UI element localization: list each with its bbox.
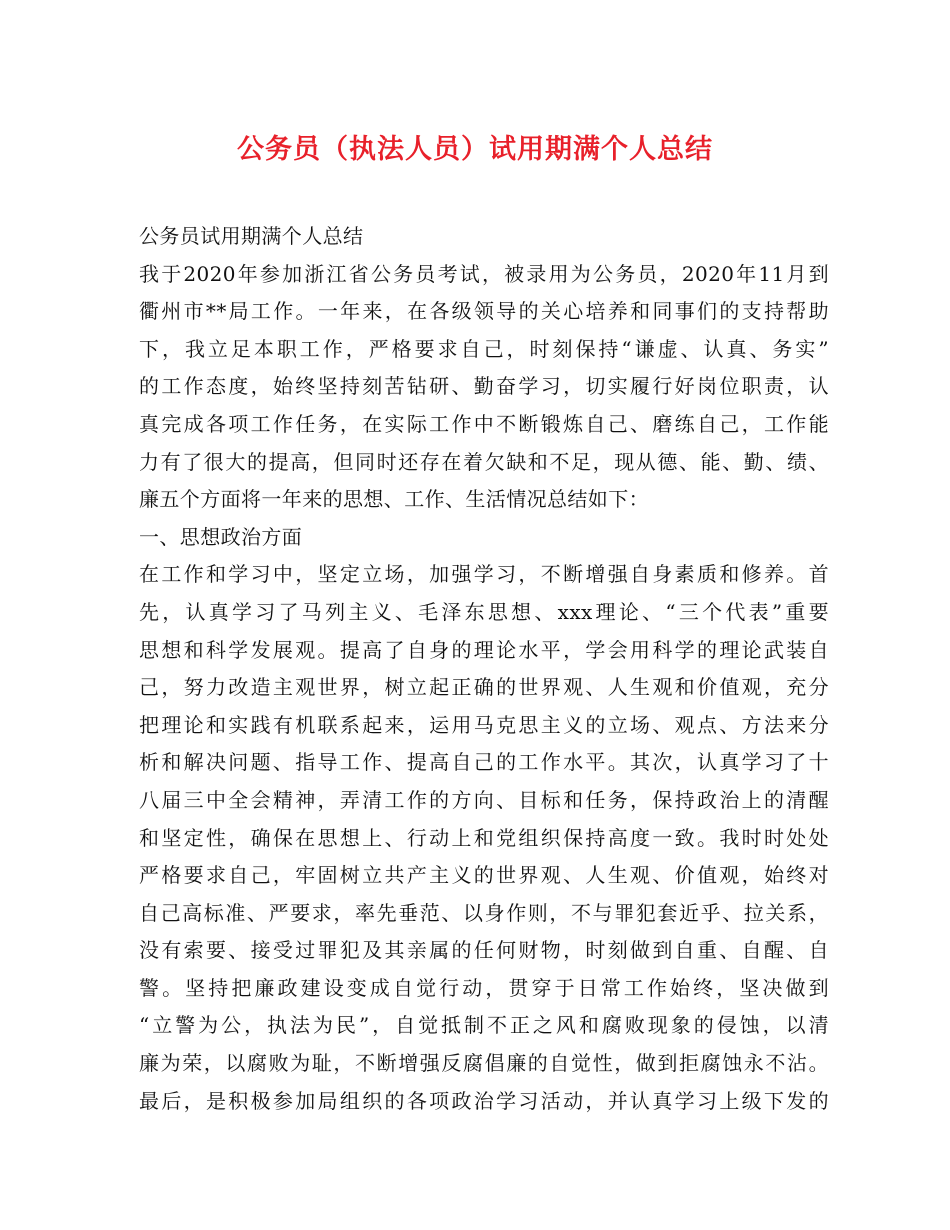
paragraph-line: 真完成各项工作任务，在实际工作中不断锻炼自己、磨练自己，工作能 <box>139 411 829 436</box>
paragraph-line: 严格要求自己，牢固树立共产主义的世界观、人生观、价值观，始终对 <box>139 863 829 888</box>
paragraph-line: 先，认真学习了马列主义、毛泽东思想、xxx理论、“三个代表”重要 <box>139 599 829 624</box>
paragraph-line: 没有索要、接受过罪犯及其亲属的任何财物，时刻做到自重、自醒、自 <box>139 938 829 963</box>
document-title: 公务员（执法人员）试用期满个人总结 <box>237 134 713 165</box>
paragraph-line: 八届三中全会精神，弄清工作的方向、目标和任务，保持政治上的清醒 <box>139 787 829 812</box>
paragraph-line: 析和解决问题、指导工作、提高自己的工作水平。其次，认真学习了十 <box>139 750 829 775</box>
paragraph-line: 廉五个方面将一年来的思想、工作、生活情况总结如下： <box>139 487 649 512</box>
paragraph-line: 把理论和实践有机联系起来，运用马克思主义的立场、观点、方法来分 <box>139 712 829 737</box>
paragraph-line: 力有了很大的提高，但同时还存在着欠缺和不足，现从德、能、勤、绩、 <box>139 449 829 474</box>
section-heading: 一、思想政治方面 <box>139 524 303 549</box>
paragraph-line: 己，努力改造主观世界，树立起正确的世界观、人生观和价值观，充分 <box>139 675 829 700</box>
paragraph-line: 衢州市**局工作。一年来，在各级领导的关心培养和同事们的支持帮助 <box>139 299 829 324</box>
paragraph-line: 警。坚持把廉政建设变成自觉行动，贯穿于日常工作始终，坚决做到 <box>139 975 829 1000</box>
paragraph-line: 廉为荣，以腐败为耻，不断增强反腐倡廉的自觉性，做到拒腐蚀永不沾。 <box>139 1051 829 1076</box>
paragraph-line: 的工作态度，始终坚持刻苦钻研、勤奋学习，切实履行好岗位职责，认 <box>139 374 829 399</box>
paragraph-line: 下，我立足本职工作，严格要求自己，时刻保持“谦虚、认真、务实” <box>139 336 829 361</box>
paragraph-line: 思想和科学发展观。提高了自身的理论水平，学会用科学的理论武装自 <box>139 637 829 662</box>
paragraph-line: 最后，是积极参加局组织的各项政治学习活动，并认真学习上级下发的 <box>139 1088 829 1113</box>
paragraph-line: 在工作和学习中，坚定立场，加强学习，不断增强自身素质和修养。首 <box>139 562 829 587</box>
paragraph-line: 自己高标准、严要求，率先垂范、以身作则，不与罪犯套近乎、拉关系， <box>139 900 829 925</box>
paragraph-line: 我于2020年参加浙江省公务员考试，被录用为公务员，2020年11月到 <box>139 261 829 286</box>
paragraph-line: 和坚定性，确保在思想上、行动上和党组织保持高度一致。我时时处处 <box>139 825 829 850</box>
paragraph-line: “立警为公，执法为民”，自觉抵制不正之风和腐败现象的侵蚀，以清 <box>139 1013 829 1038</box>
subtitle-line: 公务员试用期满个人总结 <box>139 224 364 248</box>
document-body <box>139 218 829 1120</box>
